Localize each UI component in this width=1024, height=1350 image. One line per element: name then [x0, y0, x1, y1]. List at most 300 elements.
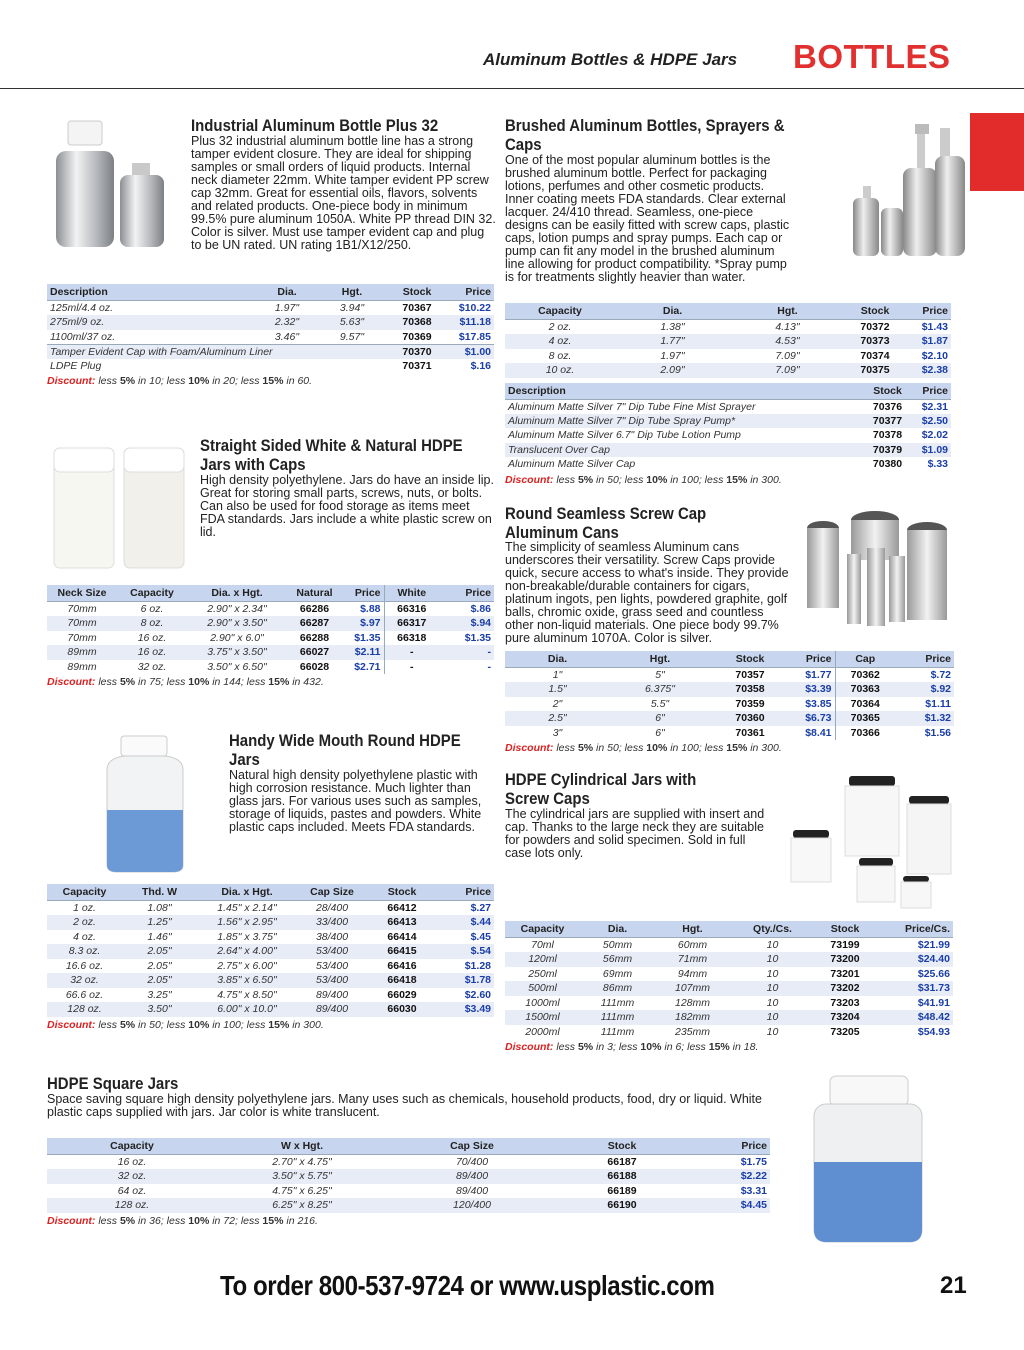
table-row: [47, 631, 494, 646]
cell: 64 oz.: [117, 1184, 147, 1197]
table-row: [47, 930, 494, 945]
cell: 1500ml: [505, 1010, 580, 1025]
col-header: Dia. x Hgt.: [187, 585, 287, 602]
cell: 275ml/9 oz.: [47, 315, 257, 330]
col-header: Capacity: [47, 1138, 217, 1155]
col-header: Stock: [557, 1138, 687, 1155]
straight-sided-jars-section: [200, 436, 495, 539]
cell: 53/400: [315, 959, 349, 972]
col-header: Price: [447, 284, 494, 301]
cell: 32 oz.: [137, 660, 167, 673]
product-description: One of the most popular aluminum bottles is the brushed aluminum bottle. Perfect for packaging lotions, perfumes and other cosmetic products. Inner coating meets FDA standards. Clear external lacquer. 24/410 thread. Seamless, one-piece designs can be easily fitted with screw caps, plastic caps, lotion pumps and spray pumps. Each cap or pump can fit any model in the brushed aluminum line allowing for product compatibility. *Spray pump is for treatments slightly heavier than water.: [505, 153, 790, 284]
cell: 1.45" x 2.14": [217, 902, 277, 914]
cell: $1.32: [895, 711, 954, 726]
cell: 86mm: [580, 981, 655, 996]
product-title: Industrial Aluminum Bottle Plus 32: [191, 116, 439, 135]
cell: 50mm: [602, 939, 633, 951]
cell: 1 oz.: [73, 902, 96, 914]
cell: 70376: [872, 400, 903, 413]
cell: $1.77: [805, 669, 832, 681]
cell: 70359: [735, 697, 765, 710]
cylindrical-jars-table: [505, 921, 953, 1053]
cell: $1.75: [740, 1156, 767, 1168]
cell: 2.90" x 3.50": [187, 616, 287, 631]
cell: $1.11: [925, 697, 951, 710]
cell: 111mm: [580, 1010, 655, 1025]
cell: 2.64" x 4.00": [197, 944, 297, 959]
col-header: Cap Size: [297, 884, 367, 901]
cell: 70380: [872, 458, 903, 471]
cell: 70mm: [67, 631, 97, 644]
product-title-line2: Jars: [229, 750, 260, 769]
table-row: [47, 959, 494, 974]
table-row: [47, 973, 494, 988]
col-header: Price: [790, 651, 835, 668]
cell: 2.75" x 6.00": [217, 959, 277, 972]
cell: 1.85" x 3.75": [217, 930, 277, 943]
cell: 73204: [815, 1010, 875, 1025]
cell: $48.42: [875, 1010, 953, 1025]
cell: 10: [730, 952, 815, 967]
cell: 6.375": [610, 682, 710, 697]
product-title-line2: Jars with Caps: [200, 455, 306, 474]
table-row: [47, 645, 494, 660]
cell: 3.46": [274, 330, 300, 343]
table-row: [47, 901, 494, 916]
cell: $1.28: [464, 959, 491, 972]
col-header: Natural: [287, 585, 342, 602]
col-header: Stock: [710, 651, 790, 668]
cell: $.92: [895, 682, 954, 697]
cell: $2.11: [342, 645, 384, 660]
cell: $.16: [470, 359, 491, 372]
cell: $.27: [470, 902, 491, 914]
cell: 66288: [299, 631, 330, 644]
cell: 66187: [607, 1156, 637, 1168]
discount-note: Discount: less 5% in 50; less 10% in 100; less 15% in 300.: [505, 742, 782, 754]
wide-mouth-jars-section: [229, 731, 497, 834]
cell: 70361: [735, 726, 765, 739]
cylindrical-jars-section: [505, 770, 765, 860]
aluminum-bottle-image: [50, 115, 180, 250]
cell: 10: [730, 981, 815, 996]
cell: $1.00: [447, 344, 494, 359]
col-header: Stock: [387, 284, 447, 301]
product-title-line2: Aluminum Cans: [505, 523, 619, 542]
cell: 53/400: [297, 944, 367, 959]
cell: 66412: [387, 902, 417, 914]
cell: -: [439, 645, 494, 660]
cell: 125ml/4.4 oz.: [50, 302, 114, 314]
cell: 66286: [299, 603, 330, 615]
cell: 32 oz.: [47, 973, 122, 988]
table-row: [505, 363, 951, 378]
table-row: [505, 349, 951, 364]
cell: 6": [655, 726, 665, 739]
cell: 128mm: [674, 996, 710, 1009]
cell: 7.09": [730, 363, 845, 378]
cell: 120/400: [387, 1198, 557, 1213]
col-header: Cap: [835, 651, 895, 668]
cell: 500ml: [505, 981, 580, 996]
brushed-aluminum-bottles-image: [845, 118, 970, 258]
cell: 16 oz.: [137, 631, 167, 644]
cell: $3.39: [790, 682, 835, 697]
col-header: Dia.: [257, 284, 317, 301]
cell: 66317: [384, 616, 439, 631]
product-description: High density polyethylene. Jars do have an inside lip. Great for storing small parts, screws, nuts, or bolts. Can also be used for food storage as items meet FDA standards. Jars include a white plastic screw on lid.: [200, 473, 494, 539]
cell: 70360: [710, 711, 790, 726]
cell: 1": [552, 669, 563, 681]
cell: 1.97": [274, 302, 300, 314]
cell: 66029: [387, 988, 417, 1001]
col-header: Dia.: [615, 303, 730, 320]
table-row: [47, 988, 494, 1003]
cell: 70368: [387, 315, 447, 330]
discount-note: Discount: less 5% in 36; less 10% in 72; less 15% in 216.: [47, 1214, 318, 1227]
col-header: Stock: [367, 884, 437, 901]
cell: $2.71: [354, 660, 381, 673]
col-header: Price/Cs.: [875, 921, 953, 938]
cell: 4.53": [730, 334, 845, 349]
table-row: [505, 457, 951, 472]
cell: 3.50" x 5.75": [217, 1169, 387, 1184]
brushed-aluminum-section: [505, 116, 795, 284]
product-title: Brushed Aluminum Bottles, Sprayers & Caps: [505, 116, 785, 154]
table-row: [505, 1010, 953, 1025]
cell: 8.3 oz.: [47, 944, 122, 959]
cell: 70377: [858, 414, 918, 429]
cell: 66318: [384, 631, 439, 646]
cell: 16 oz.: [117, 645, 187, 660]
cylindrical-jars-image: [785, 772, 960, 912]
cell: 89/400: [387, 1169, 557, 1184]
hdpe-jars-image: [48, 438, 188, 573]
cell: 70371: [402, 359, 432, 372]
cell: $10.22: [458, 302, 491, 314]
order-info-footer: To order 800-537-9724 or www.usplastic.com: [220, 1270, 715, 1301]
cell: 5": [655, 669, 665, 681]
product-description: Space saving square high density polyethylene jars. Many uses such as chemicals, household products, food, dry or liquid. White plastic caps supplied with jars. Jar color is white translucent.: [47, 1092, 762, 1119]
table-row: [505, 981, 953, 996]
cell: 1.08": [147, 902, 172, 914]
cell: 89mm: [47, 645, 117, 660]
cell: 66416: [387, 959, 417, 972]
col-header: Stock: [815, 921, 875, 938]
cell: $1.87: [905, 334, 951, 349]
cell: Aluminum Matte Silver 7" Dip Tube Spray Pump*: [505, 414, 858, 429]
cell: 69mm: [602, 967, 633, 980]
table-row: [505, 668, 954, 683]
cell: 111mm: [600, 996, 635, 1009]
cell: $2.02: [921, 429, 948, 442]
cell: $.54: [437, 944, 494, 959]
col-header: Hgt.: [730, 303, 845, 320]
aluminum-cans-section: [505, 504, 795, 542]
cell: Aluminum Matte Silver 6.7" Dip Tube Lotion Pump: [508, 429, 741, 442]
table-row: [505, 428, 951, 443]
col-header: Price: [687, 1138, 770, 1155]
discount-note: Discount: less 5% in 3; less 10% in 6; less 15% in 18.: [505, 1041, 759, 1053]
cell: 89/400: [315, 988, 349, 1001]
cell: 2.05": [147, 959, 172, 972]
col-header: Stock: [845, 303, 905, 320]
cell: 250ml: [528, 967, 557, 980]
cell: 89mm: [67, 660, 97, 673]
cell: $11.18: [447, 315, 494, 330]
aluminum-bottle-plus32-table: [47, 284, 494, 387]
col-header: Price: [895, 651, 954, 668]
cell: 66316: [384, 602, 439, 617]
cell: 182mm: [655, 1010, 730, 1025]
table-row: [47, 660, 494, 675]
table-row: [505, 320, 951, 335]
cell: $3.49: [437, 1002, 494, 1017]
cell: 3.85" x 6.50": [197, 973, 297, 988]
table-row: [47, 915, 494, 930]
cell: 2 oz.: [47, 915, 122, 930]
cell: Tamper Evident Cap with Foam/Aluminum Liner: [47, 344, 387, 359]
col-header: Hgt.: [610, 651, 710, 668]
cell: 2.09": [615, 363, 730, 378]
cell: $.45: [470, 930, 491, 943]
cell: 16 oz.: [117, 1156, 147, 1168]
cell: 70365: [835, 711, 895, 726]
table-row: [505, 967, 953, 982]
cell: $21.99: [917, 939, 950, 951]
cell: $1.78: [437, 973, 494, 988]
cell: $1.35: [464, 631, 491, 644]
cell: 3.75" x 3.50": [187, 645, 287, 660]
col-header: Hgt.: [655, 921, 730, 938]
section-subtitle: Aluminum Bottles & HDPE Jars: [483, 50, 738, 69]
cell: 6 oz.: [140, 603, 164, 615]
cell: $.86: [470, 603, 491, 615]
cell: 66027: [287, 645, 342, 660]
cell: 70374: [860, 349, 890, 362]
col-header: Description: [505, 383, 858, 400]
cell: 2.70" x 4.75": [272, 1156, 332, 1168]
page-number: 21: [940, 1272, 967, 1299]
cell: 16.6 oz.: [65, 959, 104, 972]
col-header: Capacity: [505, 921, 580, 938]
cell: 10: [766, 939, 779, 951]
col-header: Price: [437, 884, 494, 901]
cell: 28/400: [315, 902, 349, 914]
cell: 2.5": [505, 711, 610, 726]
cell: 4.75" x 6.25": [272, 1184, 332, 1197]
cell: 70379: [858, 443, 918, 458]
cell: 70378: [872, 429, 903, 442]
cell: $.88: [360, 603, 381, 615]
cell: 2000ml: [525, 1025, 560, 1038]
cell: 2.05": [122, 944, 197, 959]
cell: 66190: [557, 1198, 687, 1213]
col-header: Qty./Cs.: [730, 921, 815, 938]
cell: 7.09": [775, 349, 800, 362]
col-header: Hgt.: [317, 284, 387, 301]
cell: 73199: [830, 939, 860, 951]
cell: 128 oz.: [47, 1198, 217, 1213]
cell: 235mm: [674, 1025, 710, 1038]
col-header: Price: [918, 383, 951, 400]
cell: 6.25" x 8.25": [217, 1198, 387, 1213]
cell: 3.50": [122, 1002, 197, 1017]
cell: 9.57": [339, 330, 365, 343]
cell: 10 oz.: [505, 363, 615, 378]
table-row: [505, 443, 951, 458]
section-tab: [970, 113, 1024, 191]
product-title: Straight Sided White & Natural HDPE: [200, 436, 463, 455]
col-header: Price: [905, 303, 951, 320]
cell: 1.77": [615, 334, 730, 349]
cell: 73200: [815, 952, 875, 967]
cell: 2.05": [122, 973, 197, 988]
cell: -: [384, 645, 439, 660]
square-jars-section: [47, 1074, 777, 1119]
cell: $1.56: [924, 726, 951, 739]
cell: Translucent Over Cap: [505, 443, 858, 458]
cell: $4.45: [687, 1198, 770, 1213]
discount-note: Discount: less 5% in 75; less 10% in 144; less 15% in 432.: [47, 676, 324, 688]
cell: 6.00" x 10.0": [197, 1002, 297, 1017]
cell: 70ml: [531, 939, 554, 951]
col-header: Price: [439, 585, 494, 602]
cell: 4 oz.: [73, 930, 96, 943]
cell: $1.09: [918, 443, 951, 458]
cell: 10: [766, 967, 779, 980]
cell: $41.91: [917, 996, 950, 1009]
product-title: Round Seamless Screw Cap: [505, 504, 707, 523]
cell: 120ml: [505, 952, 580, 967]
col-header: Capacity: [505, 303, 615, 320]
table-row: [505, 711, 954, 726]
cell: 1.5": [505, 682, 610, 697]
cell: $17.85: [458, 330, 491, 343]
product-title-line2: Screw Caps: [505, 789, 590, 808]
cell: 5.63": [317, 315, 387, 330]
cell: 66.6 oz.: [65, 988, 104, 1001]
product-description: Plus 32 industrial aluminum bottle line has a strong tamper evident closure. They are ideal for shipping samples or small orders of liquid products. Internal neck diameter 22mm. White tamper evident PP screw cap 32mm. Great for essential oils, flavors, solvents and related products. One-piece body in minimum 99.5% pure aluminum 1050A. White PP thread DIN 32. Color is silver. Must use tamper evident cap and plug to be UN rated. UN rating 1B1/X12/250.: [191, 134, 496, 252]
table-row: [47, 616, 494, 631]
cell: 56mm: [580, 952, 655, 967]
aluminum-cans-description-wrap: [505, 541, 950, 645]
cell: $.33: [927, 458, 948, 471]
square-jars-table: [47, 1138, 770, 1227]
table-row: [47, 344, 494, 359]
cell: 10: [730, 1010, 815, 1025]
brushed-aluminum-table: [505, 303, 951, 486]
cell: 70357: [735, 669, 765, 681]
discount-note: Discount: less 5% in 10; less 10% in 20; less 15% in 60.: [47, 375, 313, 387]
cell: 70366: [835, 726, 895, 741]
product-description: Natural high density polyethylene plastic with high corrosion resistance. Much lighter than glass jars. For various uses such as samples, storage of liquids, pastes and powders. White plastic caps included. Meets FDA standards.: [229, 768, 482, 834]
table-row: [505, 334, 951, 349]
wide-mouth-jars-table: [47, 884, 494, 1031]
header-divider: [0, 88, 1024, 89]
product-description: The simplicity of seamless Aluminum cans underscores their versatility. Screw Caps provide quick, secure access to what's inside. They provide non-breakable/durable containers for cigars, platinum ingots, pen lights, powdered graphite, golf balls, chromic oxide, grass seed and countless other non-liquid materials. One piece body 99.7% pure aluminum 1070A. Color is silver.: [505, 540, 789, 645]
cell: $2.60: [464, 988, 491, 1001]
cell: 2.90" x 2.34": [207, 603, 267, 615]
table-row: [47, 301, 494, 316]
col-header: Stock: [858, 383, 918, 400]
straight-sided-jars-table: [47, 585, 494, 688]
cell: $2.31: [921, 400, 948, 413]
cell: 38/400: [315, 930, 349, 943]
cell: 10: [766, 996, 779, 1009]
discount-note: Discount: less 5% in 50; less 10% in 100; less 15% in 300.: [47, 1018, 324, 1031]
cell: $2.50: [918, 414, 951, 429]
table-row: [47, 1155, 770, 1170]
cell: $1.43: [921, 321, 948, 333]
cell: 4.75" x 8.50": [217, 988, 277, 1001]
col-header: Price: [342, 585, 384, 602]
cell: 66418: [367, 973, 437, 988]
cell: 107mm: [655, 981, 730, 996]
cell: 70358: [710, 682, 790, 697]
cell: 89/400: [455, 1184, 489, 1197]
cell: 2.32": [257, 315, 317, 330]
cell: 6": [610, 711, 710, 726]
cell: $.44: [437, 915, 494, 930]
table-row: [505, 996, 953, 1011]
table-row: [47, 944, 494, 959]
col-header: White: [384, 585, 439, 602]
cell: 70372: [860, 321, 890, 333]
cell: 111mm: [600, 1025, 635, 1038]
col-header: Cap Size: [387, 1138, 557, 1155]
table-row: [505, 682, 954, 697]
cell: 70/400: [455, 1156, 489, 1168]
cell: 1.56" x 2.95": [197, 915, 297, 930]
table-row: [47, 330, 494, 345]
table-row: [47, 1184, 770, 1199]
square-jar-image: [808, 1072, 928, 1247]
cell: 70373: [845, 334, 905, 349]
table-row: [47, 602, 494, 617]
cell: $3.85: [805, 697, 832, 710]
cell: 1.38": [660, 321, 685, 333]
cell: 3": [552, 726, 563, 739]
cell: 70mm: [67, 603, 97, 615]
table-row: [47, 359, 494, 374]
section-title: BOTTLES: [793, 38, 951, 75]
cell: 70367: [402, 302, 432, 314]
cell: 4 oz.: [505, 334, 615, 349]
cell: -: [487, 660, 491, 673]
cell: 66189: [607, 1184, 637, 1197]
table-row: [505, 938, 953, 953]
cell: $2.10: [921, 349, 948, 362]
table-row: [505, 697, 954, 712]
cell: LDPE Plug: [50, 359, 102, 372]
aluminum-cans-table: [505, 651, 954, 754]
cell: 70370: [387, 344, 447, 359]
cell: 10: [766, 1025, 779, 1038]
col-header: Capacity: [117, 585, 187, 602]
cell: $25.66: [917, 967, 950, 980]
cell: 66028: [299, 660, 330, 673]
col-header: Dia. x Hgt.: [197, 884, 297, 901]
cell: 73202: [815, 981, 875, 996]
cell: $2.38: [905, 363, 951, 378]
cell: $.97: [342, 616, 384, 631]
cell: 53/400: [297, 973, 367, 988]
cell: $3.31: [740, 1184, 767, 1197]
table-row: [505, 1025, 953, 1040]
cell: 66030: [367, 1002, 437, 1017]
cell: 71mm: [655, 952, 730, 967]
